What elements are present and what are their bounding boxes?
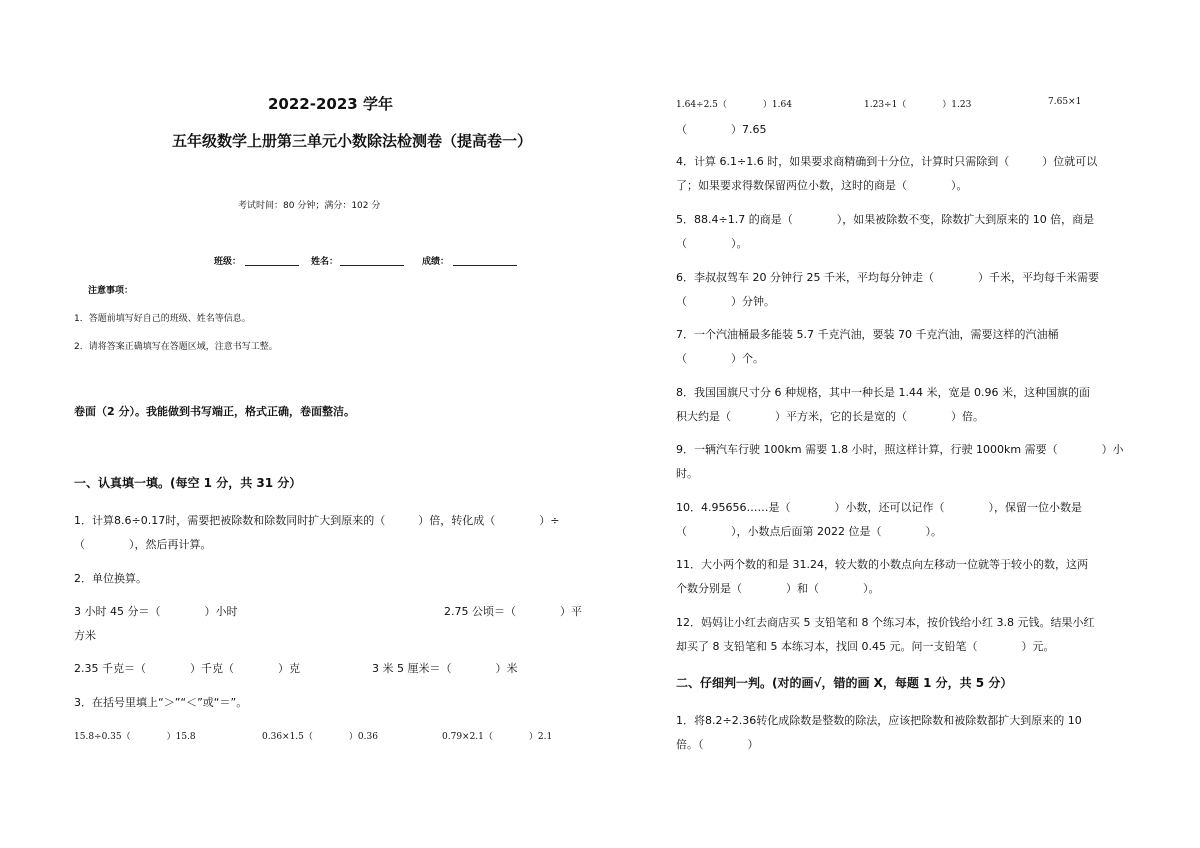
exam-info: 考试时间：80 分钟；满分：102 分 <box>238 201 381 211</box>
q2-item-hectare-cont: 方米 <box>74 629 96 642</box>
q3-compare-6: 7.65×1 <box>1048 97 1082 107</box>
q7-line2: （ ）个。 <box>676 352 764 365</box>
q11-line2: 个数分别是（ ）和（ ）。 <box>676 582 880 595</box>
q2-item-hours: 3 小时 45 分＝（ ）小时 <box>74 605 238 618</box>
q4-line2: 了；如果要求得数保留两位小数，这时的商是（ ）。 <box>676 179 968 192</box>
q10-line1: 10．4.95656……是（ ）小数，还可以记作（ ），保留一位小数是 <box>676 501 1082 514</box>
neatness-statement: 卷面（2 分）。我能做到书写端正，格式正确，卷面整洁。 <box>74 405 355 418</box>
j1-line1: 1．将8.2÷2.36转化成除数是整数的除法，应该把除数和被除数都扩大到原来的 10 <box>676 714 1082 727</box>
score-label: 成绩： <box>422 257 450 267</box>
score-field[interactable] <box>453 265 517 266</box>
q8-line1: 8．我国国旗尺寸分 6 种规格，其中一种长是 1.44 米，宽是 0.96 米，这种国旗的面 <box>676 386 1090 399</box>
class-label: 班级： <box>214 257 242 267</box>
q10-line2: （ ），小数点后面第 2022 位是（ ）。 <box>676 525 942 538</box>
note-item-2: 2．请将答案正确填写在答题区域，注意书写工整。 <box>74 342 278 352</box>
q7-line1: 7．一个汽油桶最多能装 5.7 千克汽油，要装 70 千克汽油，需要这样的汽油桶 <box>676 328 1059 341</box>
q11-line1: 11．大小两个数的和是 31.24，较大数的小数点向左移动一位就等于较小的数，这两 <box>676 558 1088 571</box>
q9-line1: 9．一辆汽车行驶 100km 需要 1.8 小时，照这样计算，行驶 1000km 需要（ ）小 <box>676 443 1124 456</box>
q4-line1: 4．计算 6.1÷1.6 时，如果要求商精确到十分位，计算时只需除到（ ）位就可以 <box>676 155 1098 168</box>
q5-line2: （ ）。 <box>676 237 748 250</box>
q6-line1: 6．李叔叔驾车 20 分钟行 25 千米，平均每分钟走（ ）千米，平均每千米需要 <box>676 271 1099 284</box>
q3-heading: 3．在括号里填上“＞”“＜”或“＝”。 <box>74 696 248 709</box>
q1-line2: （ ），然后再计算。 <box>74 538 212 551</box>
q3-compare-6-cont: （ ）7.65 <box>676 123 767 136</box>
q12-line1: 12．妈妈让小红去商店买 5 支铅笔和 8 个练习本，按价钱给小红 3.8 元钱。结果小红 <box>676 616 1095 629</box>
exam-year: 2022-2023 学年 <box>268 95 393 113</box>
j1-line2: 倍。（ ） <box>676 738 759 751</box>
note-item-1: 1．答题前填写好自己的班级、姓名等信息。 <box>74 314 251 324</box>
q2-item-hectare: 2.75 公顷＝（ ）平 <box>444 605 582 618</box>
q2-item-meters: 3 米 5 厘米＝（ ）米 <box>372 662 518 675</box>
class-field[interactable] <box>245 265 299 266</box>
notes-heading: 注意事项： <box>88 286 134 296</box>
q9-line2: 时。 <box>676 467 698 480</box>
q5-line1: 5．88.4÷1.7 的商是（ ），如果被除数不变，除数扩大到原来的 10 倍，商是 <box>676 213 1095 226</box>
section1-heading: 一、认真填一填。(每空 1 分，共 31 分） <box>74 476 302 490</box>
name-label: 姓名： <box>311 257 339 267</box>
q3-compare-4: 1.64÷2.5（ ）1.64 <box>676 100 792 110</box>
q3-compare-3: 0.79×2.1（ ）2.1 <box>442 732 553 742</box>
q12-line2: 却买了 8 支铅笔和 5 本练习本，找回 0.45 元。问一支铅笔（ ）元。 <box>676 640 1055 653</box>
q2-item-kg: 2.35 千克＝（ ）千克（ ）克 <box>74 662 300 675</box>
q3-compare-1: 15.8÷0.35（ ）15.8 <box>74 732 196 742</box>
q3-compare-5: 1.23÷1（ ）1.23 <box>864 100 972 110</box>
name-field[interactable] <box>340 265 404 266</box>
q3-compare-2: 0.36×1.5（ ）0.36 <box>262 732 378 742</box>
exam-title: 五年级数学上册第三单元小数除法检测卷（提高卷一） <box>172 132 533 150</box>
section2-heading: 二、仔细判一判。(对的画√，错的画 X，每题 1 分，共 5 分） <box>676 676 1013 690</box>
q6-line2: （ ）分钟。 <box>676 295 775 308</box>
q2-heading: 2．单位换算。 <box>74 572 147 585</box>
q8-line2: 积大约是（ ）平方米，它的长是宽的（ ）倍。 <box>676 410 984 423</box>
q1-line1: 1．计算8.6÷0.17时，需要把被除数和除数同时扩大到原来的（ ）倍，转化成（ ）÷ <box>74 514 560 527</box>
